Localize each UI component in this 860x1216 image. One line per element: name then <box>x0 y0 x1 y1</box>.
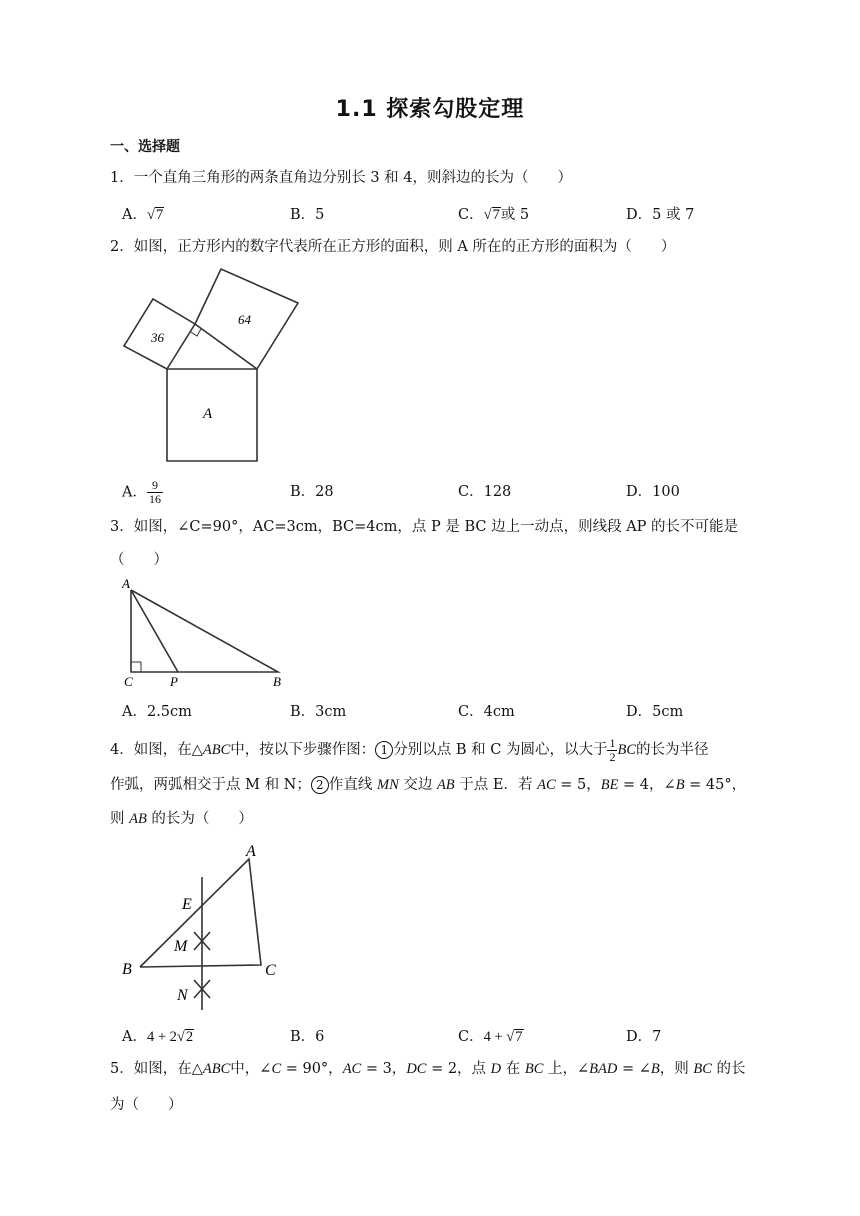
label-36: 36 <box>151 330 164 345</box>
q2-option-c: C．128 <box>458 484 512 500</box>
question-2-text: 2．如图，正方形内的数字代表所在正方形的面积，则 A 所在的正方形的面积为（ ） <box>110 239 676 255</box>
question-3-text: 3．如图，∠C=90°，AC=3cm，BC=4cm，点 P 是 BC 边上一动点，则线段 AP 的长不可能是 <box>110 519 739 535</box>
q1-option-a: A．√7 <box>122 207 164 223</box>
label-m: M <box>174 938 188 955</box>
q2-option-b: B．28 <box>290 484 334 500</box>
label-n: N <box>177 987 188 1004</box>
q4-figure <box>118 840 288 1010</box>
q3-option-d: D．5cm <box>626 704 684 720</box>
q4-option-d: D．7 <box>626 1029 662 1045</box>
question-4-line-1: 4．如图，在△ABC中，按以下步骤作图： 1 分别以点 B 和 C 为圆心，以大于 $\frac{1}{2}$ BC的长为半径 <box>110 735 709 764</box>
q1-option-d: D．5 或 7 <box>626 207 695 223</box>
page-title: 1.1 探索勾股定理 <box>335 97 525 122</box>
q4-option-c: C．4 + √7 <box>458 1029 523 1045</box>
label-c: C <box>265 962 276 979</box>
question-4-line-2: 作弧，两弧相交于点 M 和 N； 2 作直线 MN 交边 AB 于点 E．若 AC = 5，BE = 4，∠B = 45°， <box>110 777 747 793</box>
q4-option-b: B．6 <box>290 1029 325 1045</box>
label-e: E <box>182 896 192 913</box>
q2-option-d: D．100 <box>626 484 680 500</box>
q1-option-b: B．5 <box>290 207 325 223</box>
q3-figure <box>118 576 298 688</box>
q2-figure <box>120 266 310 466</box>
question-4-line-3: 则 AB 的长为（ ） <box>110 811 253 827</box>
label-a: A <box>122 576 130 591</box>
label-b: B <box>273 674 281 689</box>
label-c: C <box>124 674 133 689</box>
section-heading: 一、选择题 <box>110 139 180 155</box>
q1-option-c: C．√7或 5 <box>458 207 530 223</box>
label-b: B <box>122 961 132 978</box>
q3-option-a: A．2.5cm <box>122 704 192 720</box>
q4-option-a: A．4 + 2√2 <box>122 1029 194 1045</box>
q3-option-c: C．4cm <box>458 704 515 720</box>
label-64: 64 <box>238 312 251 327</box>
question-5-line-1: 5．如图，在△ABC中，∠C = 90°，AC = 3，DC = 2，点 D 在 BC 上，∠BAD = ∠B，则 BC 的长 <box>110 1061 746 1077</box>
q2-option-a: A． $\frac{9}{16}$ <box>122 478 161 506</box>
q3-option-b: B．3cm <box>290 704 347 720</box>
question-1-text: 1．一个直角三角形的两条直角边分别长 3 和 4，则斜边的长为（ ） <box>110 170 573 186</box>
question-5-line-2: 为（ ） <box>110 1097 183 1113</box>
label-p: P <box>170 674 178 689</box>
label-a: A <box>246 843 256 860</box>
label-a: A <box>203 406 213 422</box>
question-3-text-cont: （ ） <box>110 552 168 568</box>
